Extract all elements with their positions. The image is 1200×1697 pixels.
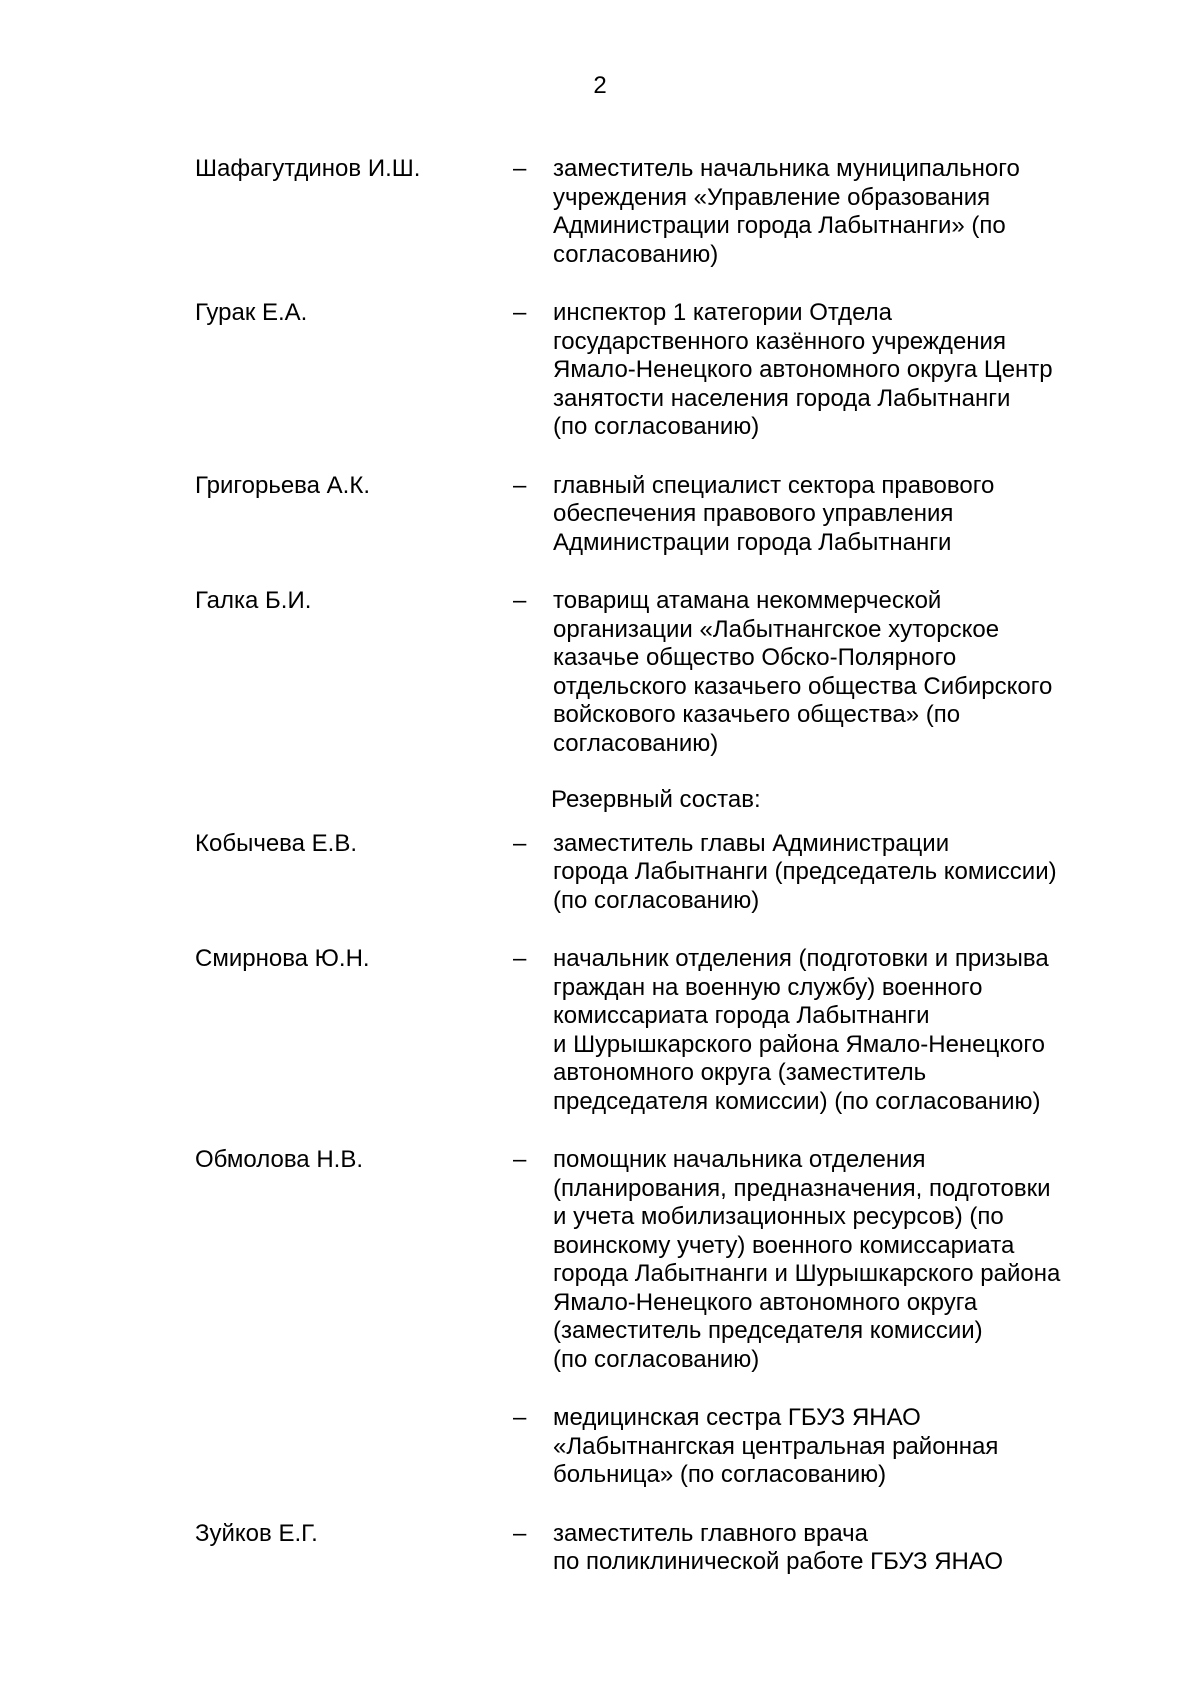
reserve-member-entry xyxy=(0,1404,1200,1490)
commission-list xyxy=(0,155,1200,1577)
position-line: Администрации города Лабытнанги xyxy=(553,528,952,556)
position-line: учреждения «Управление образования xyxy=(553,183,991,211)
position-line: граждан на военную службу) военного xyxy=(553,973,983,1001)
member-position xyxy=(553,1520,1113,1577)
reserve-member-entry xyxy=(0,1520,1200,1577)
position-line: города Лабытнанги (председатель комиссии) xyxy=(553,858,1057,885)
reserve-member-entry xyxy=(0,1146,1200,1374)
position-line: Ямало-Ненецкого автономного округа xyxy=(553,1288,978,1316)
position-line: главный специалист сектора правового xyxy=(553,471,995,499)
position-line: согласованию) xyxy=(553,729,719,757)
position-line: (планирования, предназначения, подготовки xyxy=(553,1174,1051,1202)
member-name: Григорьева А.К. xyxy=(195,471,370,499)
dash-separator: – xyxy=(513,155,527,182)
member-name: Зуйков Е.Г. xyxy=(195,1519,318,1547)
position-line: отдельского казачьего общества Сибирского xyxy=(553,672,1053,700)
position-line: автономного округа (заместитель xyxy=(553,1059,927,1086)
member-entry xyxy=(0,472,1200,558)
reserve-heading: Резервный состав: xyxy=(551,786,761,813)
position-line: и Шурышкарского района Ямало-Ненецкого xyxy=(553,1030,1045,1058)
reserve-member-entry xyxy=(0,945,1200,1116)
position-line: воинскому учету) военного комиссариата xyxy=(553,1231,1015,1259)
position-line: комиссариата города Лабытнанги xyxy=(553,1002,930,1029)
member-position xyxy=(553,299,1113,442)
position-line: заместитель начальника муниципального xyxy=(553,155,1020,182)
position-line: согласованию) xyxy=(553,240,719,268)
position-line: обеспечения правового управления xyxy=(553,500,954,527)
position-line: Ямало-Ненецкого автономного округа Центр xyxy=(553,356,1053,383)
member-position xyxy=(553,155,1113,269)
member-name: Смирнова Ю.Н. xyxy=(195,945,370,972)
position-line: (по согласованию) xyxy=(553,886,760,914)
member-position xyxy=(553,472,1113,558)
position-line: заместитель главного врача xyxy=(553,1519,868,1547)
dash-separator: – xyxy=(513,945,527,972)
position-line: занятости населения города Лабытнанги xyxy=(553,384,1011,412)
page-number: 2 xyxy=(593,72,607,99)
position-line: помощник начальника отделения xyxy=(553,1146,926,1173)
position-line: и учета мобилизационных ресурсов) (по xyxy=(553,1203,1004,1230)
position-line: города Лабытнанги и Шурышкарского района xyxy=(553,1260,1061,1287)
dash-separator: – xyxy=(513,471,527,499)
member-name: Галка Б.И. xyxy=(195,587,312,614)
member-name: Шафагутдинов И.Ш. xyxy=(195,155,421,182)
member-position xyxy=(553,945,1113,1116)
member-entry xyxy=(0,155,1200,269)
position-line: больница» (по согласованию) xyxy=(553,1461,887,1488)
member-name: Обмолова Н.В. xyxy=(195,1146,363,1173)
member-position xyxy=(553,1146,1113,1374)
position-line: председателя комиссии) (по согласованию) xyxy=(553,1087,1041,1115)
member-position xyxy=(553,830,1113,916)
position-line: начальник отделения (подготовки и призыва xyxy=(553,945,1049,972)
member-position xyxy=(553,587,1113,758)
position-line: (заместитель председателя комиссии) xyxy=(553,1317,983,1344)
position-line: (по согласованию) xyxy=(553,413,760,440)
reserve-member-entry xyxy=(0,830,1200,916)
position-line: Администрации города Лабытнанги» (по xyxy=(553,212,1006,239)
position-line: заместитель главы Администрации xyxy=(553,829,950,857)
position-line: организации «Лабытнангское хуторское xyxy=(553,615,1000,643)
position-line: казачье общество Обско-Полярного xyxy=(553,644,957,671)
dash-separator: – xyxy=(513,1146,527,1173)
position-line: по поликлинической работе ГБУЗ ЯНАО xyxy=(553,1548,1004,1575)
dash-separator: – xyxy=(513,829,527,857)
position-line: (по согласованию) xyxy=(553,1345,760,1373)
position-line: войскового казачьего общества» (по xyxy=(553,701,961,728)
position-line: государственного казённого учреждения xyxy=(553,327,1006,355)
dash-separator: – xyxy=(513,1404,527,1431)
member-entry xyxy=(0,587,1200,758)
dash-separator: – xyxy=(513,299,527,326)
position-line: товарищ атамана некоммерческой xyxy=(553,587,942,614)
member-entry xyxy=(0,299,1200,442)
dash-separator: – xyxy=(513,587,527,614)
member-position xyxy=(553,1404,1113,1490)
position-line: инспектор 1 категории Отдела xyxy=(553,299,892,326)
position-line: «Лабытнангская центральная районная xyxy=(553,1432,999,1460)
member-name: Кобычева Е.В. xyxy=(195,829,358,857)
member-name: Гурак Е.А. xyxy=(195,299,308,326)
position-line: медицинская сестра ГБУЗ ЯНАО xyxy=(553,1404,921,1431)
dash-separator: – xyxy=(513,1519,527,1547)
